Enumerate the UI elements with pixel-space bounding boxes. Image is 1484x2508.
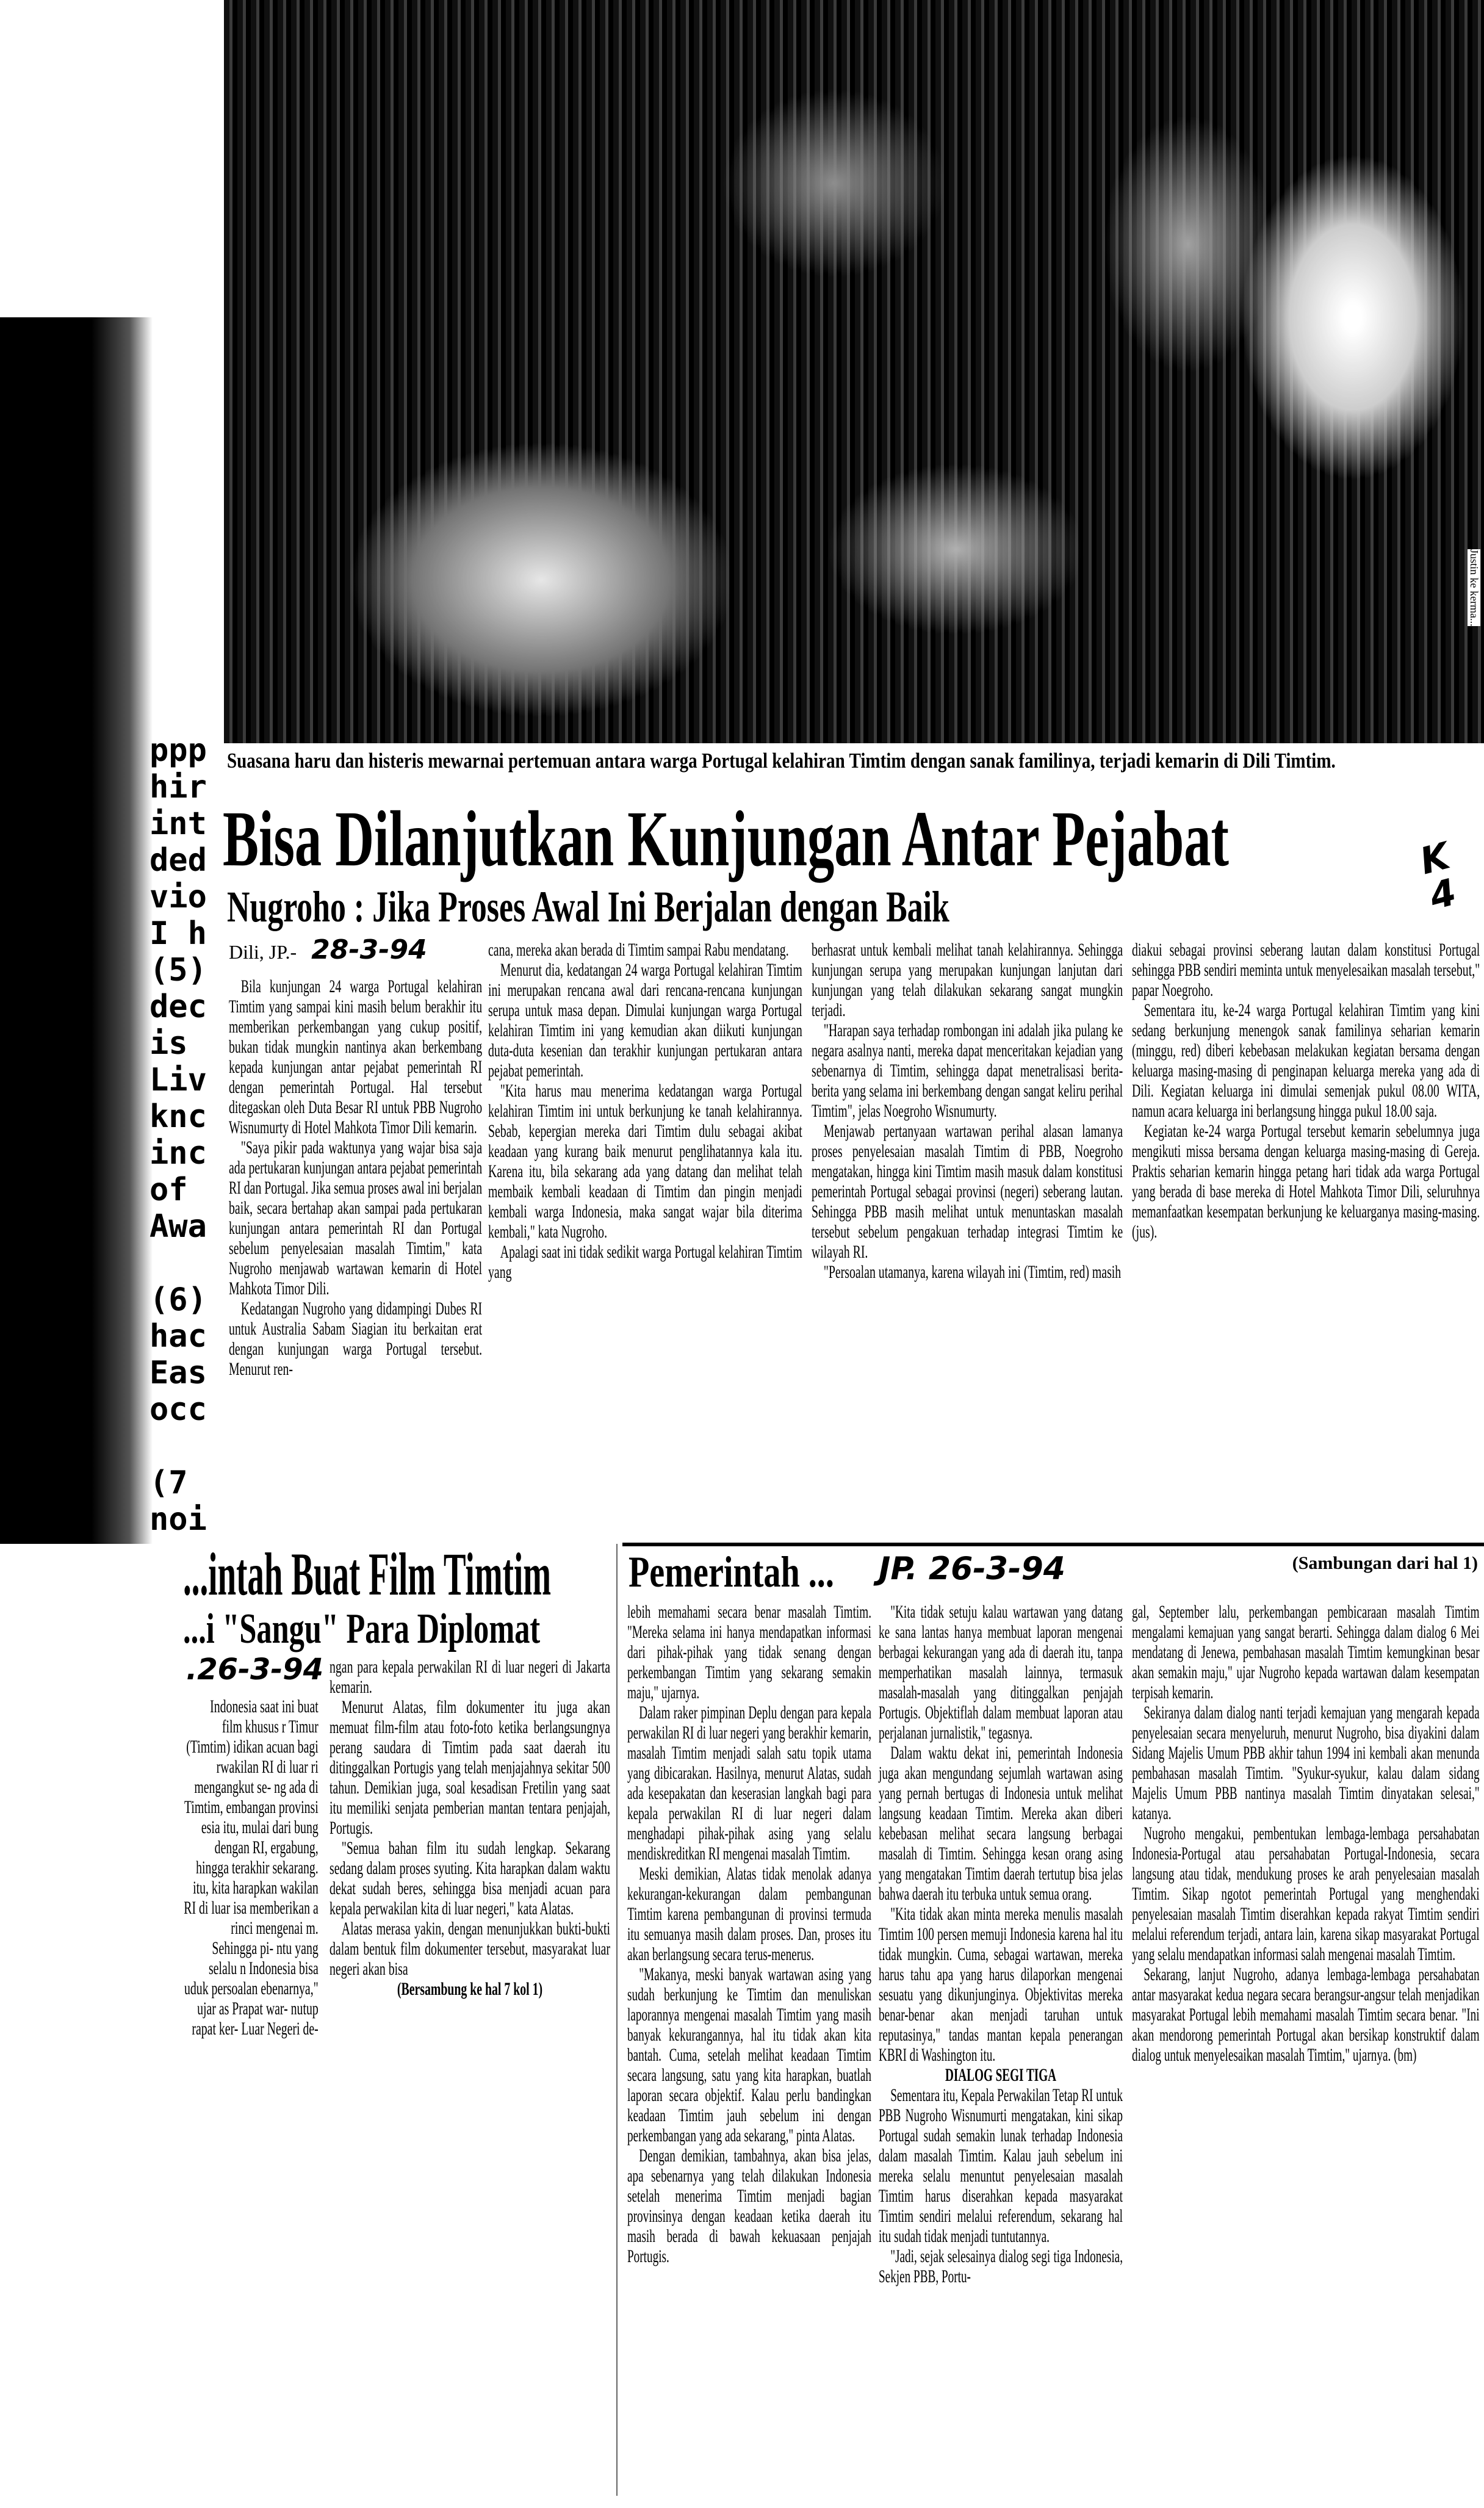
paragraph: berhasrat untuk kembali melihat tanah kelahirannya. Sehingga kunjungan serupa yang merupakan kunjungan lanjutan dari kunjungan yang telah dilakukan sekarang sangat mungkin terjadi.: [812, 940, 1123, 1020]
paragraph: lebih memahami secara benar masalah Timtim. "Mereka selama ini hanya mendapatkan informasi dari pihak-pihak yang tidak senang dengan perkembangan Timtim yang sekarang semakin maju," ujarnya.: [627, 1602, 871, 1703]
paragraph: Kegiatan ke-24 warga Portugal tersebut kemarin sebelumnya juga mengikuti missa bersama dengan keluarga masing-masing di Gereja. Praktis seharian kemarin hingga petang hari tidak ada warga Portugal yang berada di base mereka di Hotel Mahkota Timor Dili, seluruhnya memanfaatkan kesempatan berkunjung ke keluarganya masing-masing. (jus).: [1132, 1121, 1480, 1242]
text-fragment: I h: [149, 915, 207, 952]
paragraph: "Semua bahan film itu sudah lengkap. Sekarang sedang dalam proses syuting. Kita harapkan dalam waktu dekat sudah beres, sehingga bisa menjadi acuan para kepala perwakilan kita di luar negeri," kata Alatas.: [330, 1838, 611, 1919]
continuation-column-2: [879, 1602, 1123, 2286]
photo-credit: Justin ke kerma...: [1468, 549, 1480, 627]
paragraph: Dalam raker pimpinan Deplu dengan para kepala perwakilan RI di luar negeri yang berakhir kemarin, masalah Timtim menjadi salah satu topik utama yang dibicarakan. Hasilnya, menurut Alatas, sudah ada kesepakatan dan keserasian langkah bagi para kepala perwakilan RI di luar negeri dalam menghadapi pihak-pihak asing yang selalu mendiskreditkan RI mengenai masalah Timtim.: [627, 1703, 871, 1864]
paragraph: "Saya pikir pada waktunya yang wajar bisa saja ada pertukaran kunjungan antara pejabat pemerintah RI dan Portugal. Jika semua proses awal ini berjalan baik, secara bertahap akan sampai pada pertukaran kunjungan antara pemerintah RI dan Portugal sebelum penyelesaian masalah Timtim," kata Nugroho menjawab wartawan kemarin di Hotel Mahkota Timor Dili.: [229, 1137, 483, 1299]
paragraph: Dengan demikian, tambahnya, akan bisa jelas, apa sebenarnya yang telah dilakukan Indonesia setelah menerima Timtim menjadi bagian provinsinya dengan keadaan ketika daerah itu masih berada di bawah kekuasaan penjajah Portugis.: [627, 2146, 871, 2266]
paragraph: "Kita harus mau menerima kedatangan warga Portugal kelahiran Timtim ini untuk berkunjung ke tanah kelahirannya. Sebab, kepergian mereka dari Timtim dulu sebagai akibat keadaan yang kurang baik menurut penglihatannya kala itu. Karena itu, bila sekarang ada yang datang dan melihat telah membaik kembali keadaan di Timtim dan pingin menjadi kembali warga Indonesia, maka sangat wajar bila diterima kembali," kata Nugroho.: [488, 1081, 802, 1242]
dateline: [229, 934, 427, 967]
text-fragment: occ: [149, 1391, 207, 1428]
paragraph: gal, September lalu, perkembangan pembicaraan masalah Timtim mengalami kemajuan yang sangat berarti. Sehingga dalam dialog 6 Mei mendatang di Jenewa, pembahasan masalah Timtim kemungkinan besar akan semakin maju," ujar Nugroho kepada wartawan dalam kesempatan terpisah kemarin.: [1132, 1602, 1480, 1703]
text-fragment: is: [149, 1025, 188, 1062]
text-fragment: [149, 1245, 226, 1281]
text-fragment: vio: [149, 879, 207, 915]
main-column-4: [1132, 940, 1480, 1242]
continuation-column-1: [627, 1602, 871, 2266]
main-column-1: [229, 976, 482, 1379]
paragraph: Menjawab pertanyaan wartawan perihal alasan lamanya proses penyelesaian masalah Timtim di PBB, Noegroho mengatakan, hingga kini Timtim masih masuk dalam konstitusi pemerintah Portugal sebagai provinsi (negeri) seberang lautan. Sehingga PBB masih melihat untuk menuntaskan masalah tersebut sebelum pengakuan terhadap integrasi Timtim ke wilayah RI.: [812, 1121, 1123, 1262]
paragraph: Indonesia saat ini buat film khusus r Timur (Timtim) idikan acuan bagi rwakilan RI di luar ri mengangkut se- ng ada di Timtim, embangan provinsi esia itu, mulai dari bung dengan RI, ergabung, hingga terakhir sekarang. itu, kita harapkan wakilan RI di luar isa memberikan a rinci mengenai m. Sehingga pi- ntu yang selalu n Indonesia bisa uduk persoalan ebenarnya," ujar as Prapat war- nutup rapat ker- Luar Negeri de-: [184, 1696, 319, 2039]
text-fragment: of: [149, 1172, 188, 1208]
paragraph: Dalam waktu dekat ini, pemerintah Indonesia juga akan mengundang sejumlah wartawan asing yang pernah bertugas di Indonesia untuk melihat langsung keadaan Timtim. Mereka akan diberi kebebasan melihat secara langsung berbagai masalah di Timtim. Sehingga kesan orang asing yang mengatakan Timtim daerah tertutup bisa jelas bahwa daerah itu terbuka untuk semua orang.: [879, 1743, 1123, 1904]
paragraph: Meski demikian, Alatas tidak menolak adanya kekurangan-kekurangan dalam pembangunan Timtim karena pembangunan di provinsi termuda itu semuanya masih dalam proses. Dan, proses itu akan berlangsung secara terus-menerus.: [627, 1864, 871, 1964]
film-column-1: [183, 1696, 319, 2039]
paragraph: Apalagi saat ini tidak sedikit warga Portugal kelahiran Timtim yang: [488, 1242, 802, 1282]
film-column-2-body: [330, 1657, 610, 1979]
continuation-headline: Pemerintah ...: [629, 1548, 834, 1596]
text-fragment: [149, 1428, 226, 1465]
paragraph: Sekarang, lanjut Nugroho, adanya lembaga-lembaga persahabatan antar masyarakat kedua negara secara berangsur-angsur telah menjadikan masyarakat Portugal lebih memahami masalah Timtim secara benar. "Ini akan mendorong pemerintah Portugal akan bersikap konstruktif dalam dialog untuk menyelesaikan masalah Timtim," ujarnya. (bm): [1132, 1964, 1480, 2065]
section-rule: [622, 1543, 1484, 1546]
text-fragment: dec: [149, 989, 207, 1025]
continued-from-note: (Sambungan dari hal 1): [1292, 1553, 1478, 1573]
film-headline: ...intah Buat Film Timtim: [183, 1540, 552, 1608]
paragraph: "Kita tidak setuju kalau wartawan yang datang ke sana lantas hanya membuat laporan mengenai berbagai kekurangan yang ada di daerah itu, tanpa memperhatikan masalah lainnya, termasuk masalah-masalah yang ditinggalkan penjajah Portugis. Objektiflah dalam membuat laporan atau perjalanan jurnalistik," tegasnya.: [879, 1602, 1123, 1743]
paragraph: ngan para kepala perwakilan RI di luar negeri di Jakarta kemarin.: [330, 1657, 611, 1697]
paragraph: Menurut dia, kedatangan 24 warga Portugal kelahiran Timtim ini merupakan rencana awal dari rencana-rencana kunjungan serupa untuk masa depan. Dimulai kunjungan warga Portugal kelahiran Timtim ini yang kemudian akan diikuti kunjungan duta-duta kesenian dan terakhir kunjungan pertukaran antara pejabat pemerintah.: [488, 960, 802, 1081]
main-subheadline: Nugroho : Jika Proses Awal Ini Berjalan dengan Baik: [227, 882, 949, 931]
handwritten-date: .26-3-94: [186, 1652, 324, 1687]
text-fragment: knc: [149, 1098, 207, 1135]
adjacent-clipping-fragments: [149, 732, 226, 1538]
column-divider: [616, 1544, 618, 2496]
continuation-column-3: [1132, 1602, 1480, 2065]
section-heading: DIALOG SEGI TIGA: [945, 2065, 1057, 2085]
continuation-column-2b: [879, 2085, 1123, 2286]
main-column-3: [812, 940, 1123, 1282]
paragraph: Kedatangan Nugroho yang didampingi Dubes RI untuk Australia Sabam Siagian itu berkaitan erat dengan kunjungan warga Portugal tersebut. Menurut ren-: [229, 1299, 483, 1379]
film-column-2: [330, 1657, 610, 1999]
text-fragment: ppp: [149, 732, 207, 769]
text-fragment: (6): [149, 1281, 207, 1318]
main-headline: Bisa Dilanjutkan Kunjungan Antar Pejabat: [223, 795, 1229, 883]
main-column-2: [488, 940, 802, 1282]
paragraph: Bila kunjungan 24 warga Portugal kelahiran Timtim yang sampai kini masih belum berakhir itu memberikan perkembangan yang cukup positif, bukan tidak mungkin nantinya akan berkembang kepada kunjungan antar pejabat pemerintah RI dengan pemerintah Portugal. Hal tersebut ditegaskan oleh Duta Besar RI untuk PBB Nugroho Wisnumurty di Hotel Mahkota Timor Dili kemarin.: [229, 976, 483, 1137]
paragraph: "Persoalan utamanya, karena wilayah ini (Timtim, red) masih: [823, 1262, 1122, 1282]
continued-note: (Bersambung ke hal 7 kol 1): [397, 1979, 543, 1999]
paragraph: Menurut Alatas, film dokumenter itu juga akan memuat film-film atau foto-foto ketika berlangsungnya perang saudara di Timtim pada saat daerah itu ditinggalkan Portugis yang telah menjajahnya sekitar 500 tahun. Demikian juga, soal kesadisan Fretilin yang saat itu memiliki senjata pemberian mantan tentara penjajah, Portugis.: [330, 1697, 611, 1838]
handwritten-mark: K 4: [1415, 834, 1461, 919]
text-fragment: noi: [149, 1501, 207, 1538]
text-fragment: int: [149, 805, 207, 842]
handwritten-date: 28-3-94: [311, 934, 427, 965]
paragraph: Sementara itu, Kepala Perwakilan Tetap RI untuk PBB Nugroho Wisnumurti mengatakan, kini sikap Portugal sudah semakin lunak terhadap Indonesia dalam masalah Timtim. Kalau jauh sebelum ini mereka selalu menuntut penyelesaian masalah Timtim harus diserahkan kepada masyarakat Timtim sendiri melalui referendum, sekarang hal itu sudah tidak menjadi tuntutannya.: [879, 2085, 1123, 2246]
handwritten-date: JP. 26-3-94: [879, 1551, 1065, 1587]
dateline-text: Dili, JP.-: [229, 941, 297, 963]
text-fragment: inc: [149, 1135, 207, 1172]
photo-caption: Suasana haru dan histeris mewarnai pertemuan antara warga Portugal kelahiran Timtim dengan sanak familinya, terjadi kemarin di Dili Timtim.: [227, 749, 1336, 773]
text-fragment: Liv: [149, 1062, 207, 1098]
text-fragment: (5): [149, 952, 207, 989]
film-subheadline: ...i "Sangu" Para Diplomat: [183, 1605, 541, 1652]
text-fragment: ded: [149, 842, 207, 879]
text-fragment: Awa: [149, 1208, 207, 1245]
paragraph: "Kita tidak akan minta mereka menulis masalah Timtim 100 persen memuji Indonesia karena hal itu tidak mungkin. Cuma, sebagai wartawan, mereka harus tahu apa yang harus dilaporkan mengenai sesuatu yang dikunjunginya. Objektivitas mereka benar-benar akan menjadi taruhan untuk reputasinya," tandas mantan kepala penerangan KBRI di Washington itu.: [879, 1904, 1123, 2065]
text-fragment: hir: [149, 769, 207, 805]
paragraph: Sementara itu, ke-24 warga Portugal kelahiran Timtim yang kini sedang berkunjung menengok sanak familinya seharian kemarin (minggu, red) diberi kebebasan melakukan kegiatan bersama dengan keluarga masing-masing di penginapan keluarga mereka yang ada di Dili. Kegiatan keluarga ini dimulai semenjak pukul 08.00 WITA, namun acara keluarga ini berlangsung hingga pukul 18.00 saja.: [1132, 1000, 1480, 1121]
text-fragment: Eas: [149, 1355, 207, 1391]
paragraph: Alatas merasa yakin, dengan menunjukkan bukti-bukti dalam bentuk film dokumenter tersebut, masyarakat luar negeri akan bisa: [330, 1919, 611, 1979]
news-photo: [224, 0, 1484, 743]
paragraph: "Jadi, sejak selesainya dialog segi tiga Indonesia, Sekjen PBB, Portu-: [879, 2246, 1123, 2286]
paragraph: "Makanya, meski banyak wartawan asing yang sudah berkunjung ke Timtim dan menuliskan laporannya mengenai masalah Timtim yang masih banyak kekurangannya, hal itu tidak akan kita bantah. Cuma, setelah melihat keadaan Timtim secara langsung, satu yang kita harapkan, buatlah laporan secara objektif. Kalau perlu bandingkan keadaan Timtim jauh sebelum ini dengan perkembangan yang ada sekarang," pinta Alatas.: [627, 1964, 871, 2146]
paragraph: cana, mereka akan berada di Timtim sampai Rabu mendatang.: [488, 940, 789, 960]
adjacent-clipping-shadow: [0, 317, 153, 1544]
paragraph: Nugroho mengakui, pembentukan lembaga-lembaga persahabatan Indonesia-Portugal atau persahabatan Portugal-Indonesia, secara langsung atau tidak, mendukung proses ke arah penyelesaian masalah Timtim. Sikap ngotot pemerintah Portugal yang menghendaki penyelesaian masalah Timtim diserahkan kepada rakyat Timtim sendiri melalui referendum terjadi, antara lain, karena sikap masyarakat Portugal yang selalu mendapatkan informasi salah mengenai masalah Timtim.: [1132, 1823, 1480, 1964]
text-fragment: hac: [149, 1318, 207, 1355]
paragraph: Sekiranya dalam dialog nanti terjadi kemajuan yang mengarah kepada penyelesaian secara menyeluruh, menurut Nugroho, bisa diyakini dalam Sidang Majelis Umum PBB akhir tahun 1994 ini kembali akan menunda pembahasan masalah Timtim. "Syukur-syukur, kalau dalam sidang Majelis Umum PBB nantinya masalah Timtim dinyatakan selesai," katanya.: [1132, 1703, 1480, 1823]
continuation-column-2a: [879, 1602, 1123, 2065]
text-fragment: (7: [149, 1465, 188, 1501]
paragraph: diakui sebagai provinsi seberang lautan dalam konstitusi Portugal sehingga PBB sendiri meminta untuk menyelesaikan masalah tersebut," papar Noegroho.: [1132, 940, 1480, 1000]
paragraph: "Harapan saya terhadap rombongan ini adalah jika pulang ke negara asalnya nanti, mereka dapat menceritakan kejadian yang sebenarnya di Timtim, sehingga dapat menetralisasi berita-berita yang selama ini berkembang dengan sangat keliru perihal Timtim", jelas Noegroho Wisnumurty.: [812, 1020, 1123, 1121]
